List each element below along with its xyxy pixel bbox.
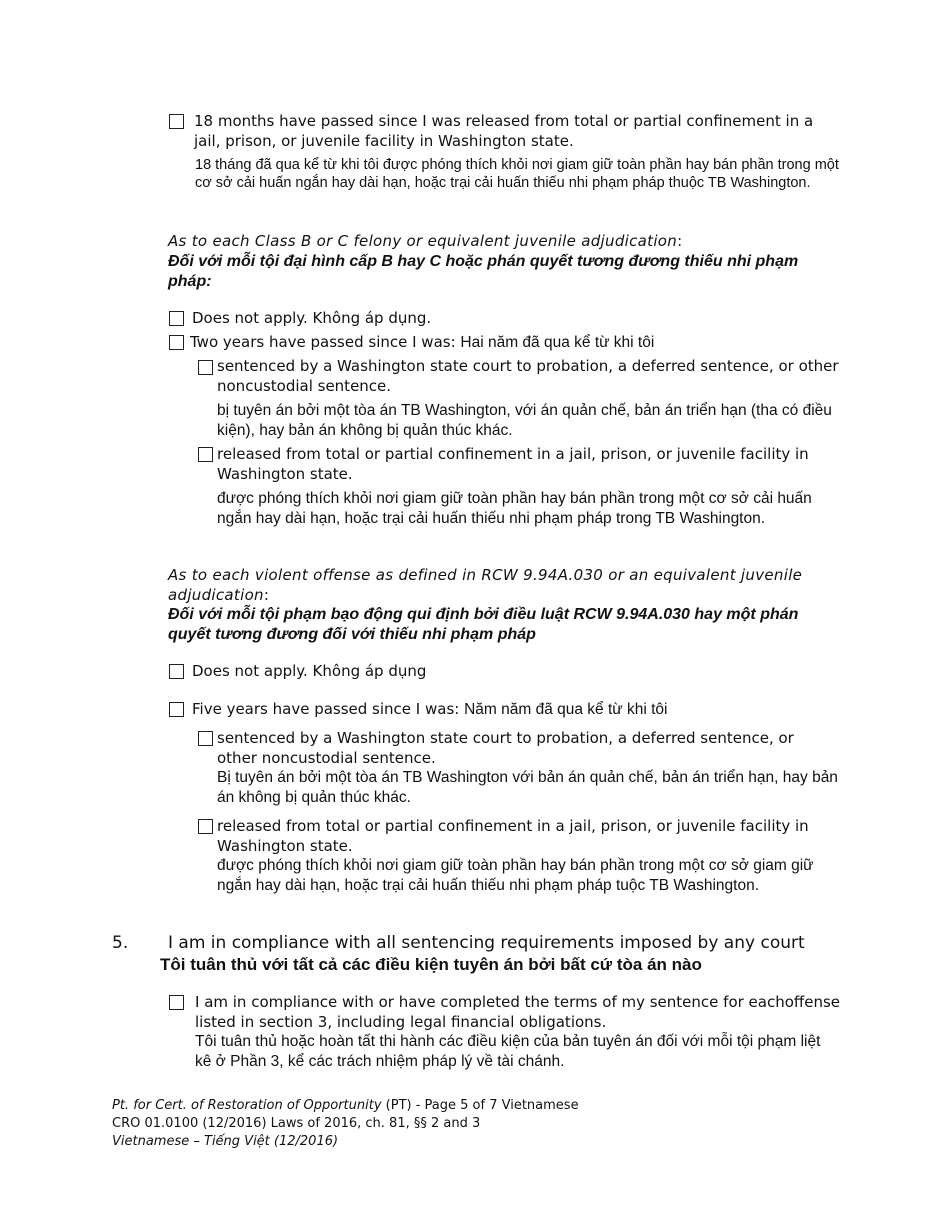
- classbc-heading-vi: Đối với mỗi tội đại hình cấp B hay C hoặc phán quyết tương đương thiếu nhi phạm pháp:: [168, 253, 799, 290]
- violent-heading-en: As to each violent offense as defined in RCW 9.94A.030 or an equivalent juvenile adjudication:: [168, 566, 803, 604]
- section5-title-vi: Tôi tuân thủ với tất cả các điều kiện tuyên án bởi bất cứ tòa án nào: [160, 955, 702, 974]
- compliance-en: I am in compliance with or have completed the terms of my sentence for eachoffense listed in section 3, including legal financial obligations.: [195, 993, 841, 1031]
- violent-heading-vi: Đối với mỗi tội phạm bạo động qui định bởi điều luật RCW 9.94A.030 hay một phán quyết tương đương đối với thiếu nhi phạm pháp: [168, 606, 799, 643]
- classbc-sentenced-vi: bị tuyên án bởi một tòa án TB Washington, với án quản chế, bản án triển hạn (tha có điều kiện), hay bản án không bị quản thúc khác.: [217, 402, 832, 439]
- footer-line1: Pt. for Cert. of Restoration of Opportunity (PT) - Page 5 of 7 Vietnamese: [112, 1098, 579, 1113]
- checkbox-five-years[interactable]: [169, 702, 184, 717]
- block1-vi-text: 18 tháng đã qua kể từ khi tôi được phóng thích khỏi nơi giam giữ toàn phần hay bán phần trong một cơ sở cải huấn ngắn hay dài hạn, hoặc trại cải huấn thiếu nhi phạm pháp thuộc TB Washington.: [195, 157, 839, 191]
- classbc-released-en: released from total or partial confinement in a jail, prison, or juvenile facility in Washington state.: [217, 445, 809, 483]
- footer-line2: CRO 01.0100 (12/2016) Laws of 2016, ch. 81, §§ 2 and 3: [112, 1116, 481, 1131]
- section5-title-en: I am in compliance with all sentencing requirements imposed by any court: [168, 933, 805, 953]
- checkbox-violent-not-apply[interactable]: [169, 664, 184, 679]
- footer-line3: Vietnamese – Tiếng Việt (12/2016): [112, 1134, 339, 1149]
- checkbox-violent-released[interactable]: [198, 819, 213, 834]
- checkbox-classbc-sentenced[interactable]: [198, 360, 213, 375]
- section5-number: 5.: [112, 933, 129, 953]
- violent-not-apply-label: Does not apply. Không áp dụng: [192, 662, 427, 680]
- block1-en-text: 18 months have passed since I was released from total or partial confinement in a jail, prison, or juvenile facility in Washington state.: [194, 112, 814, 150]
- checkbox-classbc-released[interactable]: [198, 447, 213, 462]
- classbc-released-vi: được phóng thích khỏi nơi giam giữ toàn phần hay bán phần trong một cơ sở cải huấn ngắn hay dài hạn, hoặc trại cải huấn thiếu nhi phạm pháp trong TB Washington.: [217, 490, 812, 527]
- checkbox-compliance[interactable]: [169, 995, 184, 1010]
- violent-released-en: released from total or partial confinement in a jail, prison, or juvenile facility in Washington state.: [217, 817, 809, 855]
- classbc-not-apply-label: Does not apply. Không áp dụng.: [192, 309, 432, 327]
- violent-sentenced-vi: Bị tuyên án bởi một tòa án TB Washington với bản án quản chế, bản án triển hạn, hay bản án không bị quản thúc khác.: [217, 769, 838, 806]
- checkbox-violent-sentenced[interactable]: [198, 731, 213, 746]
- two-years-label: Two years have passed since I was: Hai năm đã qua kể từ khi tôi: [190, 333, 655, 351]
- violent-released-vi: được phóng thích khỏi nơi giam giữ toàn phần hay bán phần trong một cơ sở giam giữ ngắn hay dài hạn, hoặc trại cải huấn thiếu nhi phạm pháp tuộc TB Washington.: [217, 857, 814, 894]
- compliance-vi: Tôi tuân thủ hoặc hoàn tất thi hành các điều kiện của bản tuyên án đối với mỗi tội phạm liệt kê ở Phần 3, kể các trách nhiệm pháp lý về tài chánh.: [195, 1033, 821, 1070]
- classbc-sentenced-en: sentenced by a Washington state court to probation, a deferred sentence, or other noncustodial sentence.: [217, 357, 839, 395]
- classbc-heading-en: As to each Class B or C felony or equivalent juvenile adjudication:: [168, 232, 683, 250]
- checkbox-two-years[interactable]: [169, 335, 184, 350]
- checkbox-18-months[interactable]: [169, 114, 184, 129]
- five-years-label: Five years have passed since I was: Năm năm đã qua kể từ khi tôi: [192, 700, 668, 718]
- violent-sentenced-en: sentenced by a Washington state court to probation, a deferred sentence, or other noncustodial sentence.: [217, 729, 794, 767]
- checkbox-classbc-not-apply[interactable]: [169, 311, 184, 326]
